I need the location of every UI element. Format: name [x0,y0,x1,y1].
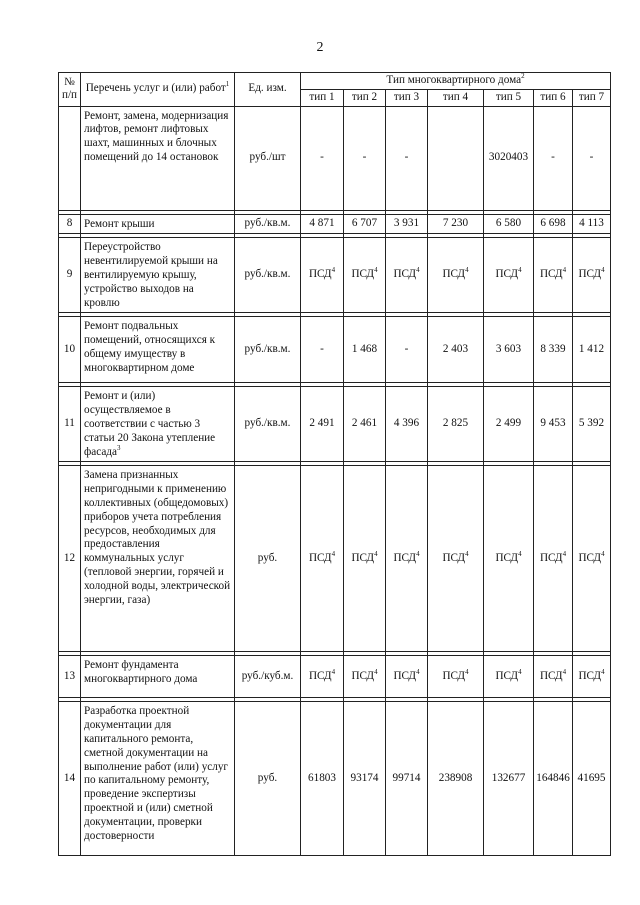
value-cell [301,214,344,234]
value-text: ПСД [539,268,563,281]
value-cell [534,387,573,462]
value-cell [573,106,611,210]
value-text: 93174 [350,771,379,784]
value-cell [344,702,386,856]
value-cell [386,466,428,652]
value-footnote: 4 [562,266,567,275]
value-text: ПСД [442,669,466,682]
value-cell [573,238,611,313]
value-text: ПСД [578,551,602,564]
value-cell [484,702,534,856]
unit-cell: руб./кв.м. [235,317,301,383]
value-cell [484,466,534,652]
value-text: 99714 [392,771,421,784]
value-footnote: 4 [465,266,469,275]
value-cell [534,214,573,234]
unit-cell: руб. [235,702,301,856]
unit-cell: руб./кв.м. [235,387,301,462]
value-text: ПСД [495,669,519,682]
value-cell [484,317,534,383]
value-text: ПСД [393,551,417,564]
value-footnote: 4 [562,667,567,676]
value-footnote: 4 [374,266,378,275]
value-footnote: 4 [416,549,420,558]
value-text: ПСД [578,669,602,682]
value-cell [386,702,428,856]
value-cell [484,214,534,234]
value-cell [428,106,484,210]
row-number: 13 [59,656,81,698]
work-text: Ремонт, замена, модернизация лифтов, ремонт лифтовых шахт, машинных и блочных помещений до 14 остановок [84,109,229,163]
value-footnote: 4 [416,266,420,275]
value-text: - [320,151,324,164]
value-footnote: 4 [518,549,522,558]
value-text: 4 871 [309,217,335,230]
table-row [59,238,611,313]
value-cell [386,317,428,383]
work-description [81,656,235,698]
header-house-type-group: Тип многоквартирного дома$^2$ [301,73,611,90]
value-text: ПСД [351,268,375,281]
table-row [59,656,611,698]
value-cell [428,238,484,313]
value-cell [301,387,344,462]
value-text: - [589,151,594,164]
row-number: 9 [59,238,81,313]
value-text: 1 468 [351,342,378,355]
value-text: 6 698 [540,217,566,230]
value-text: - [404,151,409,164]
header-type-6: тип 6 [534,89,573,106]
row-number: 11 [59,387,81,462]
value-footnote: 4 [601,667,605,676]
value-footnote: 4 [374,549,378,558]
header-type-2: тип 2 [344,89,386,106]
value-text: ПСД [351,669,375,682]
value-footnote: 4 [465,667,469,676]
value-text: ПСД [351,551,375,564]
value-cell [344,387,386,462]
value-cell [573,656,611,698]
value-cell [428,317,484,383]
value-cell [344,466,386,652]
value-cell [534,317,573,383]
value-text: ПСД [308,268,332,281]
value-text: ПСД [308,669,332,682]
value-cell [344,214,386,234]
value-text: 3 931 [393,217,420,230]
value-cell [573,702,611,856]
table-header [59,73,611,107]
value-cell [534,656,573,698]
value-text: 3 603 [495,342,522,355]
value-footnote: 4 [465,549,469,558]
value-cell [534,702,573,856]
header-num: № п/п [59,73,81,107]
work-description [81,317,235,383]
work-text: Ремонт подвальных помещений, относящихся к общему имуществу в многоквартирном доме [84,320,216,374]
header-type-5: тип 5 [484,89,534,106]
value-text: ПСД [495,551,519,564]
table-row [59,466,611,652]
value-footnote: 4 [518,667,522,676]
value-text: ПСД [442,551,466,564]
value-cell [484,387,534,462]
value-footnote: 4 [331,667,336,676]
value-footnote: 4 [331,549,336,558]
value-text: ПСД [578,268,602,281]
value-text: ПСД [539,551,563,564]
value-cell [428,214,484,234]
unit-cell: руб./шт [235,106,301,210]
value-cell [301,317,344,383]
value-text: 2 461 [351,417,378,430]
value-footnote: 4 [601,549,605,558]
value-text: 7 230 [442,217,469,230]
row-number [59,106,81,210]
value-text: 61803 [308,771,336,784]
value-footnote: 4 [518,266,522,275]
value-text: 2 491 [309,417,335,430]
unit-cell: руб./кв.м. [235,238,301,313]
value-footnote: 4 [562,549,567,558]
value-cell [484,106,534,210]
table-row [59,702,611,856]
cost-table [58,72,611,856]
row-number: 10 [59,317,81,383]
unit-cell: руб. [235,466,301,652]
work-text: Ремонт и (или) осуществляемое в соответствии с частью 3 статьи 20 Закона утепление фасада [84,390,216,458]
value-text: 6 707 [351,217,378,230]
value-cell [301,656,344,698]
value-footnote: 4 [416,667,420,676]
work-description [81,387,235,462]
value-text: ПСД [539,669,563,682]
work-text: Переустройство невентилируемой крыши на вентилируемую крышу, устройство выходов на кровлю [84,241,218,309]
value-text: 132677 [491,771,526,784]
value-cell [344,106,386,210]
value-cell [301,466,344,652]
table-body [59,106,611,856]
value-cell [534,238,573,313]
value-cell [484,656,534,698]
unit-cell: руб./куб.м. [235,656,301,698]
work-description [81,238,235,313]
value-text: 9 453 [540,417,566,430]
row-number: 8 [59,214,81,234]
value-text: 2 825 [442,417,469,430]
row-number: 12 [59,466,81,652]
value-cell [428,702,484,856]
value-text: 4 113 [579,217,604,230]
header-type-4: тип 4 [428,89,484,106]
work-text: Разработка проектной документации для капитального ремонта, сметной документации на выполнение работ (или) услуг по капитальному ремонту, проведение экспертизы проектной и (или) сметной документации, проверки достоверности [84,705,229,842]
table-row [59,214,611,234]
value-cell [386,387,428,462]
value-cell [301,702,344,856]
value-text: 164846 [536,771,570,784]
value-cell [344,317,386,383]
value-text: 238908 [438,771,473,784]
value-text: - [551,151,555,164]
value-text: ПСД [495,268,519,281]
table-row [59,387,611,462]
work-description [81,214,235,234]
value-cell [344,656,386,698]
value-text: 8 339 [540,342,566,355]
value-footnote: 4 [331,266,336,275]
work-description [81,106,235,210]
value-cell [344,238,386,313]
value-cell [386,656,428,698]
header-work: Перечень услуг и (или) работ$^1$ [81,73,235,107]
header-type-7: тип 7 [573,89,611,106]
header-type-1: тип 1 [301,89,344,106]
row-number: 14 [59,702,81,856]
work-text: Ремонт фундамента многоквартирного дома [84,659,198,686]
value-text: ПСД [393,268,417,281]
value-footnote: 4 [601,266,605,275]
value-cell [301,238,344,313]
value-text: 3020403 [488,151,529,164]
value-cell [428,466,484,652]
value-cell [534,106,573,210]
value-text: 6 580 [495,217,522,230]
work-footnote: 3 [116,443,121,452]
value-cell [573,387,611,462]
value-text: 2 403 [442,342,469,355]
value-text: 2 499 [495,417,522,430]
value-text: ПСД [393,669,417,682]
value-cell [573,214,611,234]
value-cell [534,466,573,652]
value-text: - [362,151,367,164]
page-number: 2 [316,40,324,55]
value-text: - [404,342,409,355]
value-cell [386,106,428,210]
work-text: Ремонт крыши [84,217,155,230]
table-row [59,317,611,383]
value-footnote: 4 [374,667,378,676]
value-cell [428,656,484,698]
value-cell [573,466,611,652]
value-cell [428,387,484,462]
header-unit: Ед. изм. [235,73,301,107]
value-text: ПСД [442,268,466,281]
value-text: 41695 [577,771,606,784]
value-text: ПСД [308,551,332,564]
value-text: 4 396 [393,417,420,430]
value-text: - [320,342,324,355]
value-cell [484,238,534,313]
value-cell [573,317,611,383]
table-row [59,106,611,210]
value-cell [386,214,428,234]
value-text: 1 412 [578,342,605,355]
work-description [81,466,235,652]
header-type-3: тип 3 [386,89,428,106]
unit-cell: руб./кв.м. [235,214,301,234]
value-text: 5 392 [578,417,605,430]
work-description [81,702,235,856]
work-text: Замена признанных непригодными к применению коллективных (общедомовых) приборов учета потребления ресурсов, необходимых для предоставления коммунальных услуг (тепловой энергии, горячей и холодной воды, электрической энергии, газа) [84,469,231,606]
value-cell [301,106,344,210]
value-cell [386,238,428,313]
